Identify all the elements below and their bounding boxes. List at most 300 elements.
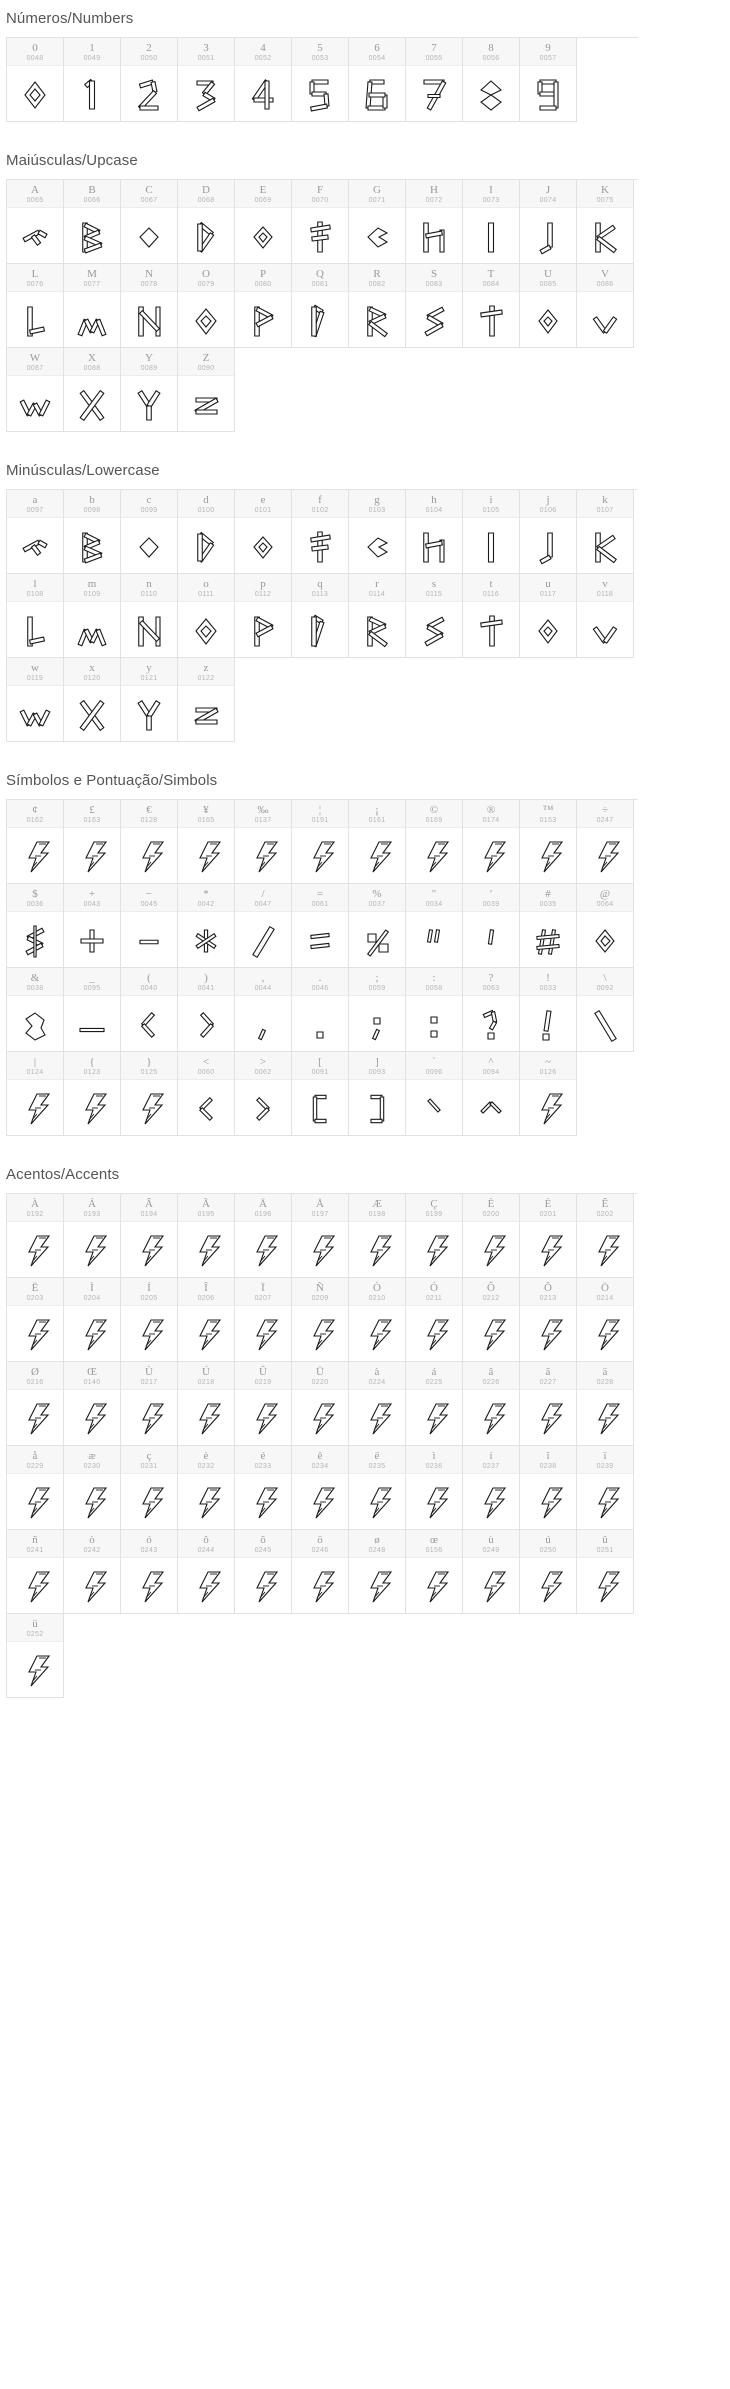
glyph-cell[interactable] [121, 800, 178, 884]
glyph-cell[interactable] [406, 884, 463, 968]
glyph-character: Y [145, 351, 153, 364]
glyph-character: ( [147, 971, 151, 984]
glyph-cell[interactable] [577, 1530, 634, 1614]
glyph-cell[interactable] [406, 1194, 463, 1278]
glyph-cell[interactable] [7, 1194, 64, 1278]
glyph-cell[interactable] [463, 800, 520, 884]
glyph-codepoint: 0053 [311, 54, 329, 62]
glyph-codepoint: 0230 [83, 1462, 101, 1470]
glyph-preview-icon [64, 912, 120, 967]
glyph-cell[interactable] [7, 264, 64, 348]
glyph-cell[interactable] [292, 1362, 349, 1446]
glyph-grid [6, 799, 638, 1136]
glyph-codepoint: 0075 [596, 196, 614, 204]
glyph-codepoint: 0115 [425, 590, 443, 598]
glyph-character: e [260, 493, 266, 506]
glyph-cell[interactable] [349, 1530, 406, 1614]
glyph-header [178, 658, 234, 686]
glyph-codepoint: 0217 [140, 1378, 158, 1386]
glyph-cell[interactable] [463, 490, 520, 574]
glyph-cell[interactable] [349, 968, 406, 1052]
glyph-cell[interactable] [349, 1278, 406, 1362]
glyph-cell[interactable] [235, 38, 292, 122]
glyph-preview-icon [577, 518, 633, 573]
glyph-codepoint: 0218 [197, 1378, 215, 1386]
glyph-character: Ì [90, 1281, 94, 1294]
glyph-preview-icon [64, 828, 120, 883]
glyph-cell[interactable] [121, 1530, 178, 1614]
glyph-cell[interactable] [577, 800, 634, 884]
glyph-preview-icon [520, 1306, 576, 1361]
glyph-cell[interactable] [463, 1362, 520, 1446]
glyph-cell[interactable] [463, 1278, 520, 1362]
glyph-cell[interactable] [463, 574, 520, 658]
glyph-cell[interactable] [349, 800, 406, 884]
glyph-cell[interactable] [463, 180, 520, 264]
glyph-cell[interactable] [292, 884, 349, 968]
glyph-header [520, 180, 576, 208]
glyph-character: Ä [259, 1197, 267, 1210]
glyph-cell[interactable] [520, 264, 577, 348]
glyph-cell[interactable] [121, 1194, 178, 1278]
glyph-header [7, 658, 63, 686]
glyph-cell[interactable] [178, 264, 235, 348]
glyph-preview-icon [463, 1222, 519, 1277]
glyph-header [64, 1530, 120, 1558]
glyph-cell[interactable] [7, 884, 64, 968]
glyph-cell[interactable] [121, 1446, 178, 1530]
glyph-codepoint: 0044 [254, 984, 272, 992]
glyph-cell[interactable] [406, 1052, 463, 1136]
glyph-cell[interactable] [577, 1278, 634, 1362]
glyph-header [577, 1530, 633, 1558]
glyph-character: Ú [202, 1365, 210, 1378]
glyph-cell[interactable] [7, 180, 64, 264]
glyph-header [121, 884, 177, 912]
glyph-cell[interactable] [349, 1446, 406, 1530]
glyph-header [520, 884, 576, 912]
glyph-preview-icon [178, 1306, 234, 1361]
glyph-cell[interactable] [235, 1446, 292, 1530]
glyph-cell[interactable] [406, 180, 463, 264]
glyph-cell[interactable] [577, 884, 634, 968]
glyph-cell[interactable] [64, 180, 121, 264]
glyph-cell[interactable] [235, 1530, 292, 1614]
glyph-header [463, 574, 519, 602]
glyph-cell[interactable] [520, 1052, 577, 1136]
glyph-header [463, 1278, 519, 1306]
glyph-cell[interactable] [121, 264, 178, 348]
glyph-cell[interactable] [178, 1194, 235, 1278]
glyph-character: 3 [203, 41, 209, 54]
glyph-header [520, 1446, 576, 1474]
glyph-cell[interactable] [7, 490, 64, 574]
glyph-cell[interactable] [292, 180, 349, 264]
glyph-header [406, 1362, 462, 1390]
glyph-header [406, 264, 462, 292]
glyph-cell[interactable] [178, 658, 235, 742]
glyph-character: í [489, 1449, 493, 1462]
glyph-cell[interactable] [178, 1278, 235, 1362]
glyph-cell[interactable] [121, 38, 178, 122]
glyph-cell[interactable] [349, 38, 406, 122]
glyph-cell[interactable] [463, 968, 520, 1052]
glyph-character: U [544, 267, 552, 280]
glyph-cell[interactable] [292, 574, 349, 658]
glyph-codepoint: 0042 [197, 900, 215, 908]
glyph-cell[interactable] [235, 180, 292, 264]
glyph-cell[interactable] [64, 1194, 121, 1278]
glyph-cell[interactable] [463, 264, 520, 348]
glyph-preview-icon [520, 1222, 576, 1277]
glyph-preview-icon [64, 686, 120, 741]
glyph-character: ÷ [601, 803, 609, 816]
glyph-cell[interactable] [292, 800, 349, 884]
glyph-cell[interactable] [292, 1194, 349, 1278]
glyph-header [64, 264, 120, 292]
glyph-cell[interactable] [577, 968, 634, 1052]
glyph-cell[interactable] [121, 180, 178, 264]
glyph-cell[interactable] [577, 1446, 634, 1530]
glyph-cell[interactable] [235, 1278, 292, 1362]
glyph-character: É [544, 1197, 552, 1210]
glyph-cell[interactable] [406, 574, 463, 658]
glyph-cell[interactable] [64, 800, 121, 884]
glyph-cell[interactable] [121, 968, 178, 1052]
glyph-preview-icon [121, 602, 177, 657]
glyph-codepoint: 0054 [368, 54, 386, 62]
glyph-cell[interactable] [349, 180, 406, 264]
glyph-cell[interactable] [292, 1052, 349, 1136]
glyph-codepoint: 0094 [482, 1068, 500, 1076]
glyph-cell[interactable] [349, 1194, 406, 1278]
glyph-cell[interactable] [349, 884, 406, 968]
glyph-character: è [203, 1449, 209, 1462]
glyph-cell[interactable] [7, 1278, 64, 1362]
glyph-header [292, 490, 348, 518]
glyph-header [292, 1530, 348, 1558]
glyph-header [349, 574, 405, 602]
glyph-cell[interactable] [349, 490, 406, 574]
glyph-cell[interactable] [292, 38, 349, 122]
glyph-cell[interactable] [64, 1530, 121, 1614]
glyph-cell[interactable] [520, 1446, 577, 1530]
glyph-cell[interactable] [520, 38, 577, 122]
glyph-cell[interactable] [64, 1362, 121, 1446]
glyph-cell[interactable] [292, 1278, 349, 1362]
glyph-character: N [145, 267, 153, 280]
glyph-header [463, 884, 519, 912]
glyph-cell[interactable] [463, 1530, 520, 1614]
glyph-header [121, 968, 177, 996]
glyph-cell[interactable] [235, 574, 292, 658]
glyph-preview-icon [7, 1474, 63, 1529]
glyph-cell[interactable] [292, 264, 349, 348]
glyph-preview-icon [406, 1080, 462, 1135]
glyph-cell[interactable] [64, 1278, 121, 1362]
glyph-cell[interactable] [121, 884, 178, 968]
glyph-cell[interactable] [121, 658, 178, 742]
glyph-character: r [375, 577, 379, 590]
glyph-header [406, 968, 462, 996]
glyph-character: Î [204, 1281, 208, 1294]
glyph-character: A [31, 183, 39, 196]
glyph-cell[interactable] [7, 1614, 64, 1698]
glyph-header [235, 1530, 291, 1558]
glyph-cell[interactable] [577, 574, 634, 658]
glyph-preview-icon [463, 66, 519, 121]
glyph-cell[interactable] [121, 490, 178, 574]
glyph-cell[interactable] [121, 1278, 178, 1362]
glyph-preview-icon [406, 1558, 462, 1613]
glyph-header [7, 800, 63, 828]
glyph-header [178, 968, 234, 996]
glyph-cell[interactable] [349, 264, 406, 348]
glyph-cell[interactable] [406, 1362, 463, 1446]
glyph-cell[interactable] [178, 180, 235, 264]
glyph-cell[interactable] [463, 1194, 520, 1278]
glyph-codepoint: 0096 [425, 1068, 443, 1076]
glyph-preview-icon [7, 1558, 63, 1613]
glyph-cell[interactable] [235, 968, 292, 1052]
glyph-header [235, 574, 291, 602]
glyph-cell[interactable] [178, 1530, 235, 1614]
glyph-cell[interactable] [178, 38, 235, 122]
glyph-codepoint: 0098 [83, 506, 101, 514]
glyph-header [235, 1278, 291, 1306]
glyph-codepoint: 0057 [539, 54, 557, 62]
glyph-character: E [259, 183, 267, 196]
glyph-cell[interactable] [292, 1446, 349, 1530]
glyph-cell[interactable] [7, 800, 64, 884]
glyph-character: ñ [32, 1533, 38, 1546]
glyph-character: & [30, 971, 40, 984]
glyph-cell[interactable] [292, 968, 349, 1052]
glyph-cell[interactable] [577, 1362, 634, 1446]
glyph-cell[interactable] [463, 884, 520, 968]
glyph-cell[interactable] [7, 1052, 64, 1136]
glyph-preview-icon [406, 518, 462, 573]
glyph-preview-icon [7, 828, 63, 883]
glyph-cell[interactable] [520, 1362, 577, 1446]
glyph-cell[interactable] [235, 1362, 292, 1446]
glyph-preview-icon [577, 912, 633, 967]
glyph-character: $ [32, 887, 38, 900]
glyph-header [292, 968, 348, 996]
glyph-cell[interactable] [520, 884, 577, 968]
glyph-cell[interactable] [7, 968, 64, 1052]
glyph-preview-icon [235, 1222, 291, 1277]
glyph-cell[interactable] [349, 1052, 406, 1136]
glyph-cell[interactable] [520, 1194, 577, 1278]
glyph-cell[interactable] [178, 884, 235, 968]
glyph-cell[interactable] [520, 490, 577, 574]
glyph-cell[interactable] [7, 38, 64, 122]
glyph-header [463, 800, 519, 828]
glyph-codepoint: 0102 [311, 506, 329, 514]
glyph-character: Ñ [316, 1281, 324, 1294]
glyph-cell[interactable] [7, 658, 64, 742]
glyph-character: Æ [372, 1197, 382, 1210]
glyph-codepoint: 0234 [311, 1462, 329, 1470]
glyph-character: } [146, 1055, 152, 1068]
glyph-cell[interactable] [577, 1194, 634, 1278]
glyph-cell[interactable] [406, 968, 463, 1052]
glyph-preview-icon [121, 1080, 177, 1135]
glyph-preview-icon [178, 66, 234, 121]
glyph-cell[interactable] [235, 884, 292, 968]
glyph-cell[interactable] [121, 1052, 178, 1136]
glyph-cell[interactable] [64, 38, 121, 122]
glyph-cell[interactable] [577, 180, 634, 264]
glyph-character: Z [202, 351, 210, 364]
glyph-cell[interactable] [577, 490, 634, 574]
glyph-cell[interactable] [64, 264, 121, 348]
glyph-cell[interactable] [235, 1194, 292, 1278]
glyph-character: ) [204, 971, 208, 984]
glyph-preview-icon [178, 686, 234, 741]
glyph-cell[interactable] [64, 574, 121, 658]
glyph-cell[interactable] [406, 490, 463, 574]
glyph-codepoint: 0105 [482, 506, 500, 514]
glyph-cell[interactable] [178, 1362, 235, 1446]
glyph-header [292, 1052, 348, 1080]
glyph-cell[interactable] [178, 574, 235, 658]
glyph-preview-icon [235, 66, 291, 121]
glyph-cell[interactable] [292, 1530, 349, 1614]
glyph-cell[interactable] [121, 574, 178, 658]
glyph-cell[interactable] [406, 1530, 463, 1614]
glyph-cell[interactable] [178, 1052, 235, 1136]
glyph-cell[interactable] [64, 658, 121, 742]
glyph-character: Ï [261, 1281, 265, 1294]
glyph-preview-icon [292, 1390, 348, 1445]
glyph-character: h [431, 493, 437, 506]
glyph-preview-icon [64, 1390, 120, 1445]
glyph-cell[interactable] [7, 348, 64, 432]
glyph-character: Í [147, 1281, 151, 1294]
glyph-cell[interactable] [178, 348, 235, 432]
glyph-cell[interactable] [121, 1362, 178, 1446]
glyph-grid [6, 179, 638, 432]
glyph-preview-icon [520, 208, 576, 263]
glyph-cell[interactable] [178, 1446, 235, 1530]
glyph-codepoint: 0035 [539, 900, 557, 908]
glyph-codepoint: 0248 [368, 1546, 386, 1554]
glyph-cell[interactable] [520, 574, 577, 658]
glyph-character: n [146, 577, 152, 590]
glyph-cell[interactable] [235, 490, 292, 574]
glyph-preview-icon [235, 602, 291, 657]
glyph-preview-icon [178, 1080, 234, 1135]
glyph-header [121, 658, 177, 686]
glyph-character: " [431, 887, 437, 900]
glyph-cell[interactable] [406, 800, 463, 884]
glyph-preview-icon [7, 292, 63, 347]
glyph-cell[interactable] [178, 800, 235, 884]
glyph-character: O [202, 267, 210, 280]
glyph-cell[interactable] [178, 490, 235, 574]
glyph-cell[interactable] [178, 968, 235, 1052]
glyph-cell[interactable] [64, 1446, 121, 1530]
glyph-cell[interactable] [64, 490, 121, 574]
glyph-codepoint: 0038 [26, 984, 44, 992]
glyph-preview-icon [64, 66, 120, 121]
glyph-header [292, 264, 348, 292]
glyph-cell[interactable] [577, 264, 634, 348]
glyph-cell[interactable] [64, 1052, 121, 1136]
glyph-codepoint: 0078 [140, 280, 158, 288]
glyph-cell[interactable] [7, 1530, 64, 1614]
glyph-cell[interactable] [235, 264, 292, 348]
section-spacer [0, 432, 730, 444]
glyph-character: u [545, 577, 551, 590]
glyph-cell[interactable] [7, 1446, 64, 1530]
glyph-cell[interactable] [463, 38, 520, 122]
glyph-codepoint: 0137 [254, 816, 272, 824]
glyph-cell[interactable] [7, 574, 64, 658]
glyph-header [235, 968, 291, 996]
glyph-cell[interactable] [520, 800, 577, 884]
glyph-cell[interactable] [64, 968, 121, 1052]
glyph-cell[interactable] [235, 800, 292, 884]
glyph-cell[interactable] [406, 1446, 463, 1530]
glyph-cell[interactable] [292, 490, 349, 574]
glyph-cell[interactable] [121, 348, 178, 432]
glyph-cell[interactable] [64, 348, 121, 432]
glyph-codepoint: 0228 [596, 1378, 614, 1386]
glyph-codepoint: 0242 [83, 1546, 101, 1554]
glyph-header [292, 1362, 348, 1390]
glyph-cell[interactable] [406, 38, 463, 122]
glyph-codepoint: 0087 [26, 364, 44, 372]
glyph-preview-icon [121, 1222, 177, 1277]
glyph-codepoint: 0061 [311, 900, 329, 908]
glyph-header [7, 1194, 63, 1222]
glyph-cell[interactable] [349, 574, 406, 658]
glyph-preview-icon [235, 912, 291, 967]
glyph-cell[interactable] [406, 1278, 463, 1362]
glyph-cell[interactable] [520, 968, 577, 1052]
glyph-cell[interactable] [463, 1052, 520, 1136]
glyph-cell[interactable] [520, 1278, 577, 1362]
glyph-codepoint: 0243 [140, 1546, 158, 1554]
section-spacer [0, 1698, 730, 1710]
glyph-preview-icon [64, 996, 120, 1051]
glyph-character: 8 [488, 41, 494, 54]
glyph-cell[interactable] [520, 1530, 577, 1614]
glyph-preview-icon [463, 292, 519, 347]
glyph-cell[interactable] [520, 180, 577, 264]
glyph-preview-icon [349, 996, 405, 1051]
glyph-codepoint: 0050 [140, 54, 158, 62]
glyph-character: P [259, 267, 267, 280]
glyph-preview-icon [178, 1222, 234, 1277]
glyph-character: ¢ [32, 803, 38, 816]
glyph-header [178, 490, 234, 518]
glyph-preview-icon [178, 292, 234, 347]
glyph-codepoint: 0071 [368, 196, 386, 204]
glyph-cell[interactable] [64, 884, 121, 968]
glyph-cell[interactable] [349, 1362, 406, 1446]
glyph-header [520, 490, 576, 518]
glyph-cell[interactable] [235, 1052, 292, 1136]
glyph-cell[interactable] [463, 1446, 520, 1530]
glyph-cell[interactable] [406, 264, 463, 348]
glyph-cell[interactable] [7, 1362, 64, 1446]
glyph-preview-icon [64, 1222, 120, 1277]
glyph-preview-icon [121, 686, 177, 741]
